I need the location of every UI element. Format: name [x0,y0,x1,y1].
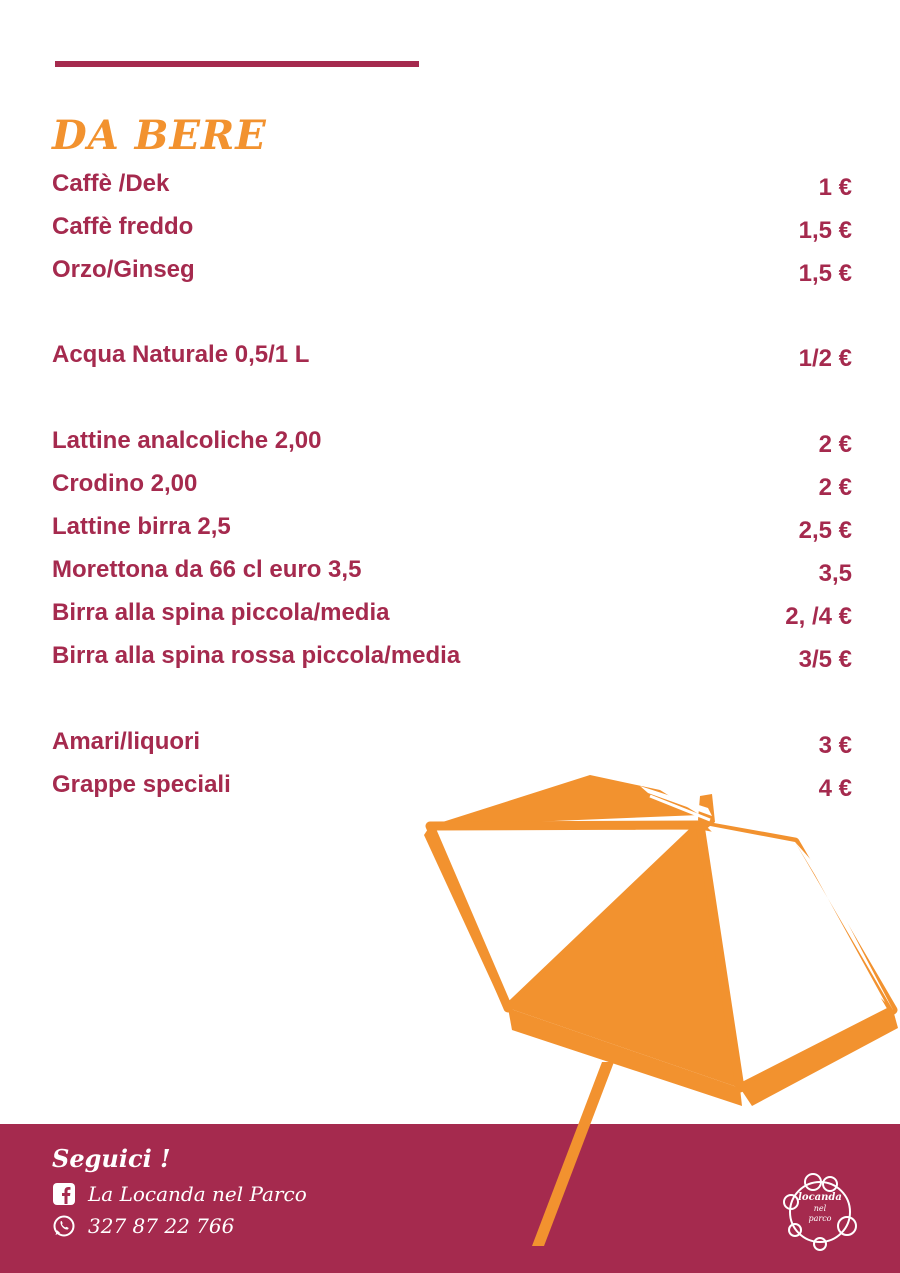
menu-item-price: 1,5 € [798,217,852,244]
menu-item [52,513,852,547]
menu-item-price: 2 € [818,474,852,501]
svg-text:nel: nel [813,1204,827,1213]
menu-item [52,341,852,375]
menu-item-price: 4 € [818,775,852,802]
menu-item-name: Morettona da 66 cl euro 3,5 [52,556,362,583]
menu-item [52,427,852,461]
top-divider [55,61,419,67]
menu-item-name: Caffè freddo [52,213,194,240]
menu-item [52,170,852,204]
menu-item-price: 2, /4 € [785,603,852,630]
menu-item-name: Acqua Naturale 0,5/1 L [52,341,310,368]
menu-item [52,470,852,504]
menu-item [52,556,852,590]
menu-item [52,728,852,762]
menu-item [52,256,852,290]
menu-item-name: Amari/liquori [52,728,201,755]
menu-item-price: 3/5 € [798,646,852,673]
menu-item-price: 2,5 € [798,517,852,544]
menu-item [52,642,852,676]
menu-item-name: Birra alla spina rossa piccola/media [52,642,461,669]
menu-item-name: Grappe speciali [52,771,231,798]
svg-text:locanda: locanda [798,1192,842,1203]
svg-text:parco: parco [808,1214,832,1223]
menu-item-price: 1 € [818,174,852,201]
follow-label: Seguici ! [52,1144,171,1173]
menu-item-price: 2 € [818,431,852,458]
menu-item-price: 1,5 € [798,260,852,287]
whatsapp-contact[interactable] [52,1214,234,1238]
whatsapp-number: 327 87 22 766 [88,1214,235,1238]
menu-item-name: Crodino 2,00 [52,470,198,497]
menu-item [52,599,852,633]
menu-item-name: Birra alla spina piccola/media [52,599,390,626]
facebook-page-name: La Locanda nel Parco [88,1182,307,1206]
menu-item-name: Lattine analcoliche 2,00 [52,427,322,454]
menu-item-price: 3,5 [818,560,852,587]
menu-item-name: Lattine birra 2,5 [52,513,231,540]
menu-item-name: Caffè /Dek [52,170,170,197]
menu-item-name: Orzo/Ginseg [52,256,195,283]
menu-item-price: 1/2 € [798,345,852,372]
beach-umbrella-illustration [420,770,900,1250]
facebook-link[interactable] [52,1182,307,1206]
whatsapp-icon [52,1214,76,1238]
menu-item-price: 3 € [818,732,852,759]
facebook-icon [52,1182,76,1206]
menu-item [52,213,852,247]
section-title: DA BERE [52,112,267,159]
